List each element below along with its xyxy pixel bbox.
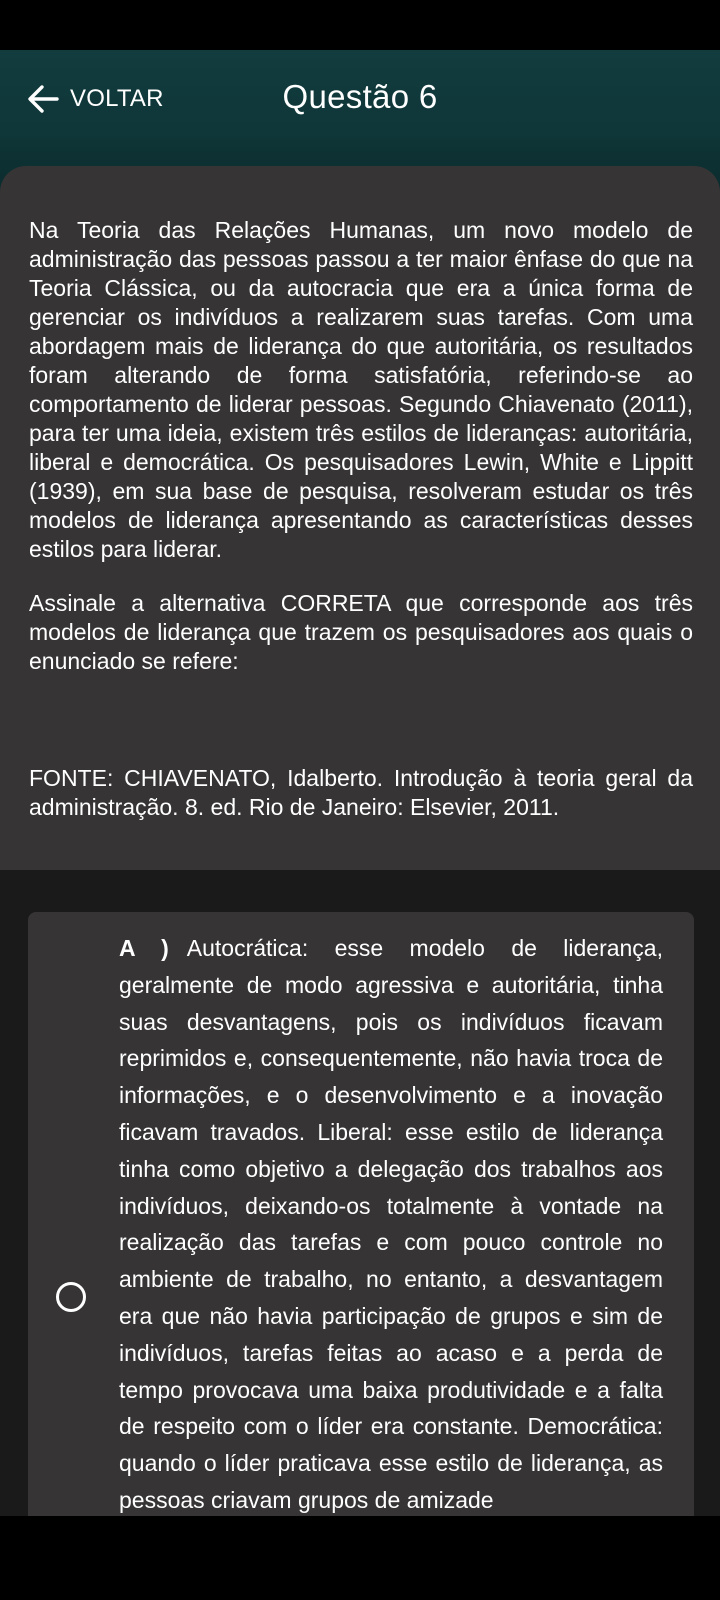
question-card [0,166,720,870]
navigation-bar [0,1516,720,1600]
option-a[interactable] [28,912,694,1516]
option-a-content [119,930,663,1516]
status-bar [0,0,720,50]
page-title: Questão 6 [282,78,438,115]
question-text [29,216,693,822]
back-label: VOLTAR [70,85,164,112]
radio-unselected-icon[interactable] [56,1282,86,1312]
question-source: FONTE: CHIAVENATO, Idalberto. Introdução à teoria geral da administração. 8. ed. Rio de Janeiro: Elsevier, 2011. [29,765,693,820]
option-a-text: Autocrática: esse modelo de liderança, geralmente de modo agressiva e autoritária, tinha suas desvantagens, pois os indivíduos ficavam reprimidos e, consequentemente, não havia troca de informações, e o desenvolvimento e a inovação ficavam travados. Liberal: esse estilo de liderança tinha como objetivo a delegação dos trabalhos aos indivíduos, deixando-os totalmente à vontade na realização das tarefas e com pouco controle no ambiente de trabalho, no entanto, a desvantagem era que não havia participação de grupos e sim de indivíduos, tarefas feitas ao acaso e a perda de tempo provocava uma baixa produtividade e a falta de respeito com o líder era constante. Democrática: quando o líder praticava esse estilo de liderança, as pessoas criavam grupos de amizade [119,935,663,1513]
question-statement: Na Teoria das Relações Humanas, um novo modelo de administração das pessoas passou a ter maior ênfase do que na Teoria Clássica, ou da autocracia que era a única forma de gerenciar os indivíduos a realizarem suas tarefas. Com uma abordagem mais de liderança do que autoritária, os resultados foram alterando de forma satisfatória, referindo-se ao comportamento de liderar pessoas. Segundo Chiavenato (2011), para ter uma ideia, existem três estilos de lideranças: autoritária, liberal e democrática. Os pesquisadores Lewin, White e Lippitt (1939), em sua base de pesquisa, resolveram estudar os três modelos de liderança apresentando as características desses estilos para liderar. [29,217,693,562]
question-instruction: Assinale a alternativa CORRETA que corresponde aos três modelos de liderança que trazem os pesquisadores aos quais o enunciado se refere: [29,590,693,674]
option-a-letter: A ) [119,935,169,961]
answers-area [0,870,720,1516]
